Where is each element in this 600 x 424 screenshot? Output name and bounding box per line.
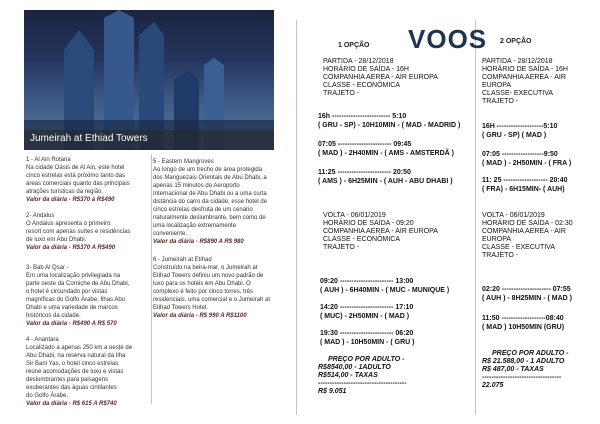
hotel-block-4 — [26, 336, 150, 408]
leg-time: 11:50 -------------------08:40 — [482, 315, 564, 322]
price-total: R$ 9.051 — [318, 388, 347, 395]
hotel-price: Valor da diária - R$370 A R$490 — [26, 245, 116, 251]
flight-info-line: VOLTA - 06/01/2019 — [482, 212, 545, 219]
hotel-desc-line: Etihad Towers definiu um novo padrão de — [153, 273, 264, 279]
option-1-outbound-header — [323, 58, 438, 98]
leg-route: ( MAD ) 10H50MIN (GRU) — [482, 324, 565, 331]
hotel-desc-line: áreas comerciais quanto das principais — [26, 181, 130, 187]
hotel-name: 2- Andalus — [26, 213, 55, 219]
hotel-desc-line: do Golfo Árabe. — [26, 393, 69, 399]
flight-info-line: COMPANHIA AEREA - AIR EUROPA — [323, 74, 438, 81]
flight-info-line: EUROPA — [482, 82, 512, 89]
hotel-desc-line: Localizado a apenas 250 km a oeste de — [26, 345, 133, 351]
hotel-name: 1 - Al Ain Rotana — [26, 157, 71, 163]
hotel-block-6 — [153, 256, 293, 320]
hotel-desc-line: Etihad Towers Hotel. — [153, 305, 208, 311]
flight-info-line: COMPANHIA AEREA - AIR — [482, 228, 566, 235]
flight-leg — [482, 150, 571, 168]
leg-time: 14:20 ----------------------- 17:10 — [320, 304, 414, 311]
photo-caption-bar — [24, 130, 274, 150]
hotel-desc-line: parte oeste da Corniche de Abu Dhabi, — [26, 281, 130, 287]
flight-leg — [482, 122, 557, 140]
hotel-price: Valor da diária - R$370 à R$490 — [26, 197, 115, 203]
leg-route: ( GRU - SP) ( MAD ) — [482, 132, 547, 139]
hotel-desc-line: reúne acomodações de luxo e vistas — [26, 369, 124, 375]
leg-time: 11: 25 ------------------- 20:40 — [482, 177, 568, 184]
flight-info-line: CLASSE- EXECUTIVA — [482, 90, 554, 97]
hotel-name: 3- Bab Al Qsar - — [26, 265, 69, 271]
flight-info-line: VOLTA - 06/01/2019 — [323, 212, 386, 219]
hotel-desc-line: cinco estrelas desfruta de um cenário — [153, 207, 253, 213]
flight-leg — [318, 112, 460, 130]
price-line: R$8540,00 - 1ADULTO — [318, 364, 391, 371]
hotel-desc-line: apenas 15 minutos do Aeroporto — [153, 183, 240, 189]
price-title: PREÇO POR ADULTO - — [328, 356, 405, 363]
hotel-price: Valor da diária - R$ 990 A R$1100 — [153, 313, 247, 319]
flight-info-line: CLASSE - ECONÔMICA — [323, 82, 401, 89]
hotel-desc-line: uma localização extremamente — [153, 223, 237, 229]
leg-time: 07:05 ----------------------- 09:45 — [318, 141, 412, 148]
leg-route: ( MUC) - 2H50MIN - ( MAD ) — [320, 313, 410, 320]
flight-info-line: HORÁRIO DE SAÍDA - 09:20 — [323, 220, 414, 227]
hotel-name: 6 - Jumeirah at Etihad — [153, 257, 212, 263]
flight-info-line: TRAJETO - — [482, 252, 519, 259]
hotel-block-2 — [26, 212, 150, 252]
flight-leg — [482, 314, 564, 332]
leg-route: ( AMS ) - 6H25MIN - ( AUH - ABU DHABI ) — [318, 178, 453, 185]
leg-route: ( MAD ) - 2H40MIN - ( AMS - AMSTERDÃ ) — [318, 150, 454, 157]
hotel-desc-line: atrações turísticas da região. — [26, 189, 104, 195]
price-line: ---------------------------------- — [482, 374, 562, 381]
option-1-price — [318, 356, 407, 396]
hotel-price: Valor da diária - R$ 615 A R$740 — [26, 401, 117, 407]
flight-info-line: CLASSE - ECONÔMICA — [323, 236, 401, 243]
flight-leg — [318, 168, 453, 186]
hotel-desc-line: exuberantes das águas cintilantes — [26, 385, 117, 391]
leg-route: ( MAD ) - 10H50MIN - ( GRU ) — [320, 339, 415, 346]
hotel-desc-line: complexo é feito por cinco torres, três — [153, 289, 254, 295]
hotel-desc-line: residenciais, uma comercial e o Jumeirah at — [153, 297, 271, 303]
column-divider — [475, 20, 476, 415]
price-line: -------------------------------------- — [318, 380, 407, 387]
hotel-desc-line: luxo para os hotéis em Abu Dhabi. O — [153, 281, 251, 287]
hotel-block-1 — [26, 156, 150, 204]
leg-route: ( FRA) - 6H15MIN- ( AUH) — [482, 186, 565, 193]
hotel-desc-line: cinco estrelas está próximo tanto das — [26, 173, 126, 179]
flight-info-line: PARTIDA - 28/12/2018 — [482, 58, 553, 65]
flight-info-line: PARTIDA - 28/12/2018 — [323, 58, 394, 65]
leg-route: ( MAD ) - 2H50MIN - ( FRA ) — [482, 160, 572, 167]
hotel-price: Valor da diária - R$890 A R$ 980 — [153, 239, 244, 245]
flight-leg — [482, 176, 568, 194]
leg-time: 07:05 ------------------9:50 — [482, 151, 558, 158]
hotel-name: 5 - Eastern Mangroves — [153, 159, 214, 165]
hotel-desc-line: Dhabi e uma variedade de marcos — [26, 305, 118, 311]
hotel-photo — [24, 10, 274, 150]
leg-time: 02:20 --------------------- 07:55 — [482, 286, 571, 293]
price-line: R$514,00 - TAXAS — [318, 372, 378, 379]
price-total: 22.075 — [482, 382, 504, 389]
option-1-label: 1 OPÇÃO — [338, 42, 370, 49]
page-title: VOOS — [408, 24, 488, 54]
hotel-desc-line: conveniente. — [153, 231, 188, 237]
flight-info-line: TRAJETO - — [323, 90, 360, 97]
hotel-desc-line: históricos da cidade. — [26, 313, 81, 319]
leg-time: 19:30 ----------------------- 06:20 — [320, 330, 414, 337]
flight-info-line: EUROPA — [482, 236, 512, 243]
hotel-desc-line: O Andalus apresenta o primeiro — [26, 221, 111, 227]
hotel-desc-line: dos Manguezais Orientais de Abu Dhabi, a — [153, 175, 267, 181]
hotel-desc-line: Sir Bani Yas, o hotel cinco estrelas — [26, 361, 119, 367]
hotel-block-5 — [153, 158, 293, 246]
flight-info-line: TRAJETO - — [323, 244, 360, 251]
leg-route: ( GRU - SP) - 10H10MIN - ( MAD - MADRID ) — [318, 122, 461, 129]
hotel-desc-line: Internacional de Abu Dhabi ou a uma curta — [153, 191, 267, 197]
flight-info-line: HORÁRIO DE SAÍDA - 16H — [482, 66, 568, 73]
price-line: R$ 21.588,00 - 1 ADULTO — [482, 358, 565, 365]
option-2-label: 2 OPÇÃO — [500, 38, 532, 45]
hotel-desc-line: Em uma localização privilegiada na — [26, 273, 121, 279]
hotel-desc-line: Na cidade Oásis de Al Ain, este hotel — [26, 165, 125, 171]
hotel-desc-line: Ao longo de um trecho de área protegida — [153, 167, 263, 173]
flight-info-line: COMPANHIA AEREA - AIR — [482, 74, 566, 81]
leg-route: ( AUH ) - 8H25MIN - ( MAD ) — [482, 295, 572, 302]
flight-leg — [482, 285, 572, 303]
flight-leg — [320, 277, 449, 295]
leg-time: 09:20 ----------------------- 13:00 — [320, 278, 414, 285]
price-title: PREÇO POR ADULTO - — [492, 350, 569, 357]
hotel-desc-line: naturalmente deslumbrante, bem como de — [153, 215, 266, 221]
photo-caption: Jumeirah at Ethiad Towers — [30, 133, 148, 144]
hotel-desc-line: de luxo em Abu Dhabi. — [26, 237, 87, 243]
option-2-price — [482, 350, 568, 390]
price-line: R$ 487,00 - TAXAS — [482, 366, 544, 373]
flight-leg — [320, 329, 415, 347]
hotel-desc-line: Abu Dhabi, na reserva natural da Ilha — [26, 353, 126, 359]
flight-leg — [320, 303, 413, 321]
hotel-desc-line: o hotel é circundado por vistas — [26, 289, 108, 295]
hotel-desc-line: distância do carro da cidade, esse hotel de — [153, 199, 268, 205]
flight-leg — [318, 140, 454, 158]
hotel-block-3 — [26, 264, 150, 328]
column-divider — [151, 154, 152, 404]
flight-info-line: COMPANHIA AEREA - AIR EUROPA — [323, 228, 438, 235]
option-2-outbound-header — [482, 58, 568, 106]
option-2-return-header — [482, 212, 573, 260]
flight-info-line: CLASSE - EXECUTIVA — [482, 244, 556, 251]
hotel-desc-line: deslumbrantes para paisagens — [26, 377, 109, 383]
flight-info-line: HORÁRIO DE SAÍDA - 16H — [323, 66, 409, 73]
hotel-desc-line: resort com apenas suítes e residências — [26, 229, 131, 235]
hotel-name: 4 - Anantara — [26, 337, 59, 343]
leg-route: ( AUH ) - 6H40MIN - ( MUC - MUNIQUE ) — [320, 287, 450, 294]
leg-time: 11:25 ----------------------- 20:50 — [318, 169, 411, 176]
column-divider — [296, 20, 297, 415]
leg-time: 16h ------------------------- 5:10 — [318, 113, 407, 120]
hotel-price: Valor da diária - R$490 A R$ 570 — [26, 321, 117, 327]
towers-illustration — [24, 10, 274, 150]
hotel-desc-line: Construído na beira-mar, o Jumeirah at — [153, 265, 258, 271]
flight-info-line: TRAJETO - — [482, 98, 519, 105]
option-1-return-header — [323, 212, 438, 252]
flight-info-line: HORÁRIO DE SAÍDA - 02:30 — [482, 220, 573, 227]
leg-time: 16H --------------------5:10 — [482, 123, 558, 130]
hotel-desc-line: magníficas do Golfo Árabe, Ilhas Abu — [26, 297, 126, 303]
